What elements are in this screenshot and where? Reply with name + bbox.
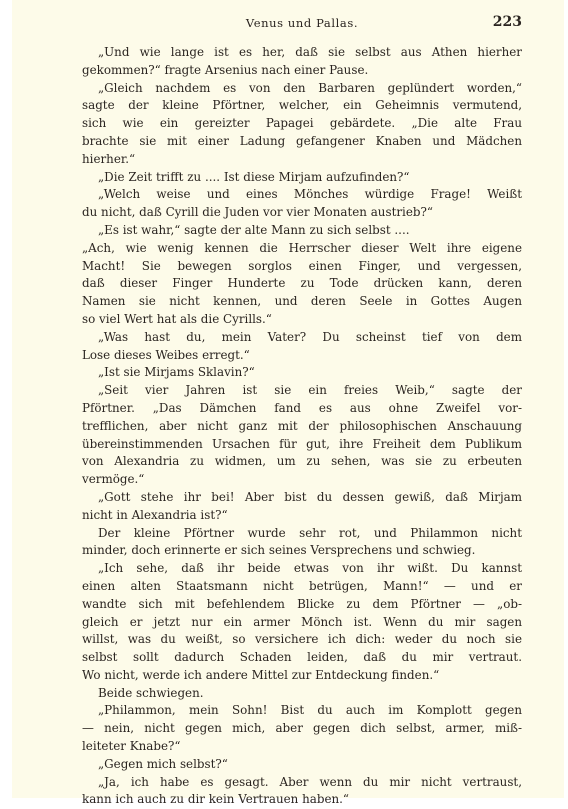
running-title: Venus und Pallas.: [245, 16, 359, 30]
text-line: Macht! Sie bewegen sorglos einen Finger, und vergessen,: [82, 258, 522, 273]
text-line: sich wie ein gereizter Papagei gebärdete. „Die alte Frau: [82, 116, 522, 131]
text-line: vermöge.“: [82, 472, 145, 487]
text-line: „Philammon, mein Sohn! Bist du auch im Komplott gegen: [98, 703, 522, 718]
text-line: selbst sollt dadurch Schaden leiden, daß du mir vertraut.: [82, 650, 522, 665]
text-line: wandte sich mit befehlendem Blicke zu dem Pförtner — „ob-: [82, 596, 522, 611]
text-line: Der kleine Pförtner wurde sehr rot, und Philammon nicht: [98, 525, 522, 540]
text-line: einen alten Staatsmann nicht betrügen, Mann!“ — und er: [82, 578, 522, 593]
text-line: „Gott stehe ihr bei! Aber bist du dessen gewiß, daß Mirjam: [98, 489, 522, 504]
text-line: „Es ist wahr,“ sagte der alte Mann zu sich selbst ....: [98, 222, 410, 237]
body-text: [82, 44, 522, 809]
text-line: „Welch weise und eines Mönches würdige Frage! Weißt: [98, 187, 522, 202]
text-line: Lose dieses Weibes erregt.“: [82, 347, 250, 362]
text-line: „Was hast du, mein Vater? Du scheinst tief von dem: [98, 329, 522, 344]
text-line: übereinstimmenden Ursachen für gut, ihre Freiheit dem Publikum: [82, 436, 522, 451]
book-page: [12, 0, 564, 807]
text-line: du nicht, daß Cyrill die Juden vor vier Monaten austrieb?“: [82, 205, 433, 220]
text-line: „Ist sie Mirjams Sklavin?“: [98, 365, 255, 380]
text-line: minder, doch erinnerte er sich seines Versprechens und schwieg.: [82, 543, 476, 558]
text-line: kann ich auch zu dir kein Vertrauen haben.“: [82, 792, 350, 807]
text-line: „Ach, wie wenig kennen die Herrscher dieser Welt ihre eigene: [82, 240, 522, 255]
text-line: gekommen?“ fragte Arsenius nach einer Pause.: [82, 62, 369, 77]
text-line: Namen sie nicht kennen, und deren Seele in Gottes Augen: [82, 294, 522, 309]
text-line: „Die Zeit trifft zu .... Ist diese Mirjam aufzufinden?“: [98, 169, 410, 184]
text-line: leiteter Knabe?“: [82, 739, 181, 754]
text-line: willst, was du weißt, so versichere ich dich: weder du noch sie: [82, 632, 522, 647]
text-line: — nein, nicht gegen mich, aber gegen dich selbst, armer, miß-: [82, 721, 522, 736]
text-line: Beide schwiegen.: [98, 685, 204, 700]
text-line: nicht in Alexandria ist?“: [82, 507, 228, 522]
text-line: „Ich sehe, daß ihr beide etwas von ihr wißt. Du kannst: [98, 561, 522, 576]
running-head: [82, 14, 522, 34]
text-line: gleich er jetzt nur ein armer Mönch ist. Wenn du mir sagen: [82, 614, 522, 629]
text-line: hierher.“: [82, 151, 136, 166]
text-line: sagte der kleine Pförtner, welcher, ein Geheimnis vermutend,: [82, 98, 522, 113]
text-line: Pförtner. „Das Dämchen fand es aus ohne Zweifel vor-: [82, 400, 522, 415]
text-line: „Gegen mich selbst?“: [98, 756, 228, 771]
text-line: „Und wie lange ist es her, daß sie selbst aus Athen hierher: [98, 45, 522, 59]
text-line: „Seit vier Jahren ist sie ein freies Weib,“ sagte der: [98, 383, 522, 398]
text-line: von Alexandria zu widmen, um zu sehen, was sie zu erbeuten: [82, 454, 522, 469]
page-number: 223: [492, 14, 522, 30]
text-line: „Gleich nachdem es von den Barbaren geplündert worden,“: [98, 80, 522, 95]
text-line: „Ja, ich habe es gesagt. Aber wenn du mir nicht vertraust,: [98, 774, 522, 789]
text-line: daß dieser Finger Hunderte zu Tode drücken kann, deren: [82, 276, 522, 291]
text-line: brachte sie mit einer Ladung gefangener Knaben und Mädchen: [82, 133, 522, 148]
text-line: so viel Wert hat als die Cyrills.“: [82, 311, 272, 326]
text-line: Wo nicht, werde ich andere Mittel zur Entdeckung finden.“: [82, 667, 440, 682]
text-line: trefflichen, aber nicht ganz mit der philosophischen Anschauung: [82, 418, 522, 433]
